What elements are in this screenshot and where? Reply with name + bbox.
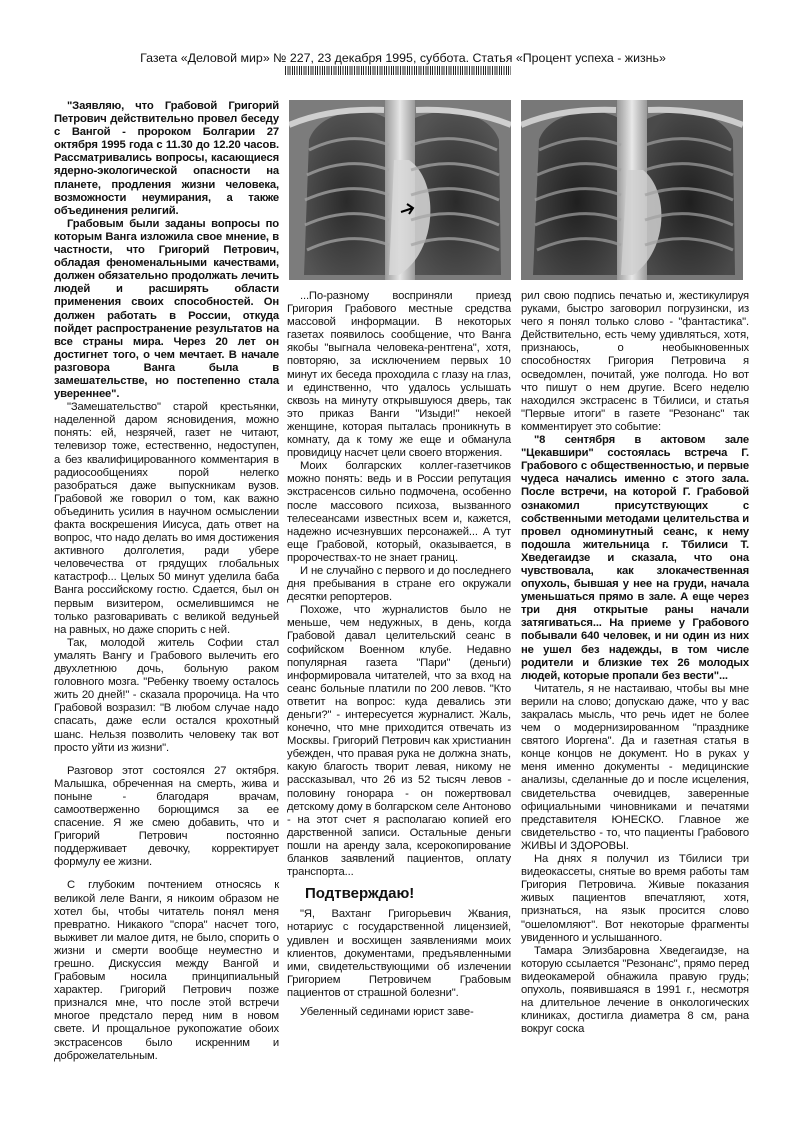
article-paragraph: "Замешательство" старой крестьянки, наделенной даром ясновидения, можно понять: ей, незрячей, газет не читают, телевизор тоже, естественно, недоступен, а без квалифицированного комментария в радиосообщениях порой нелегко разобраться даже выпускникам вузов. Грабовой же говорил о том, как важно объединить усилия в научном осмыслении факта воскрешения Иисуса, дать ответ на вопрос, что надо делать во имя достижения активного долголетия, ради уберe человечества от грядущих глобальных катастроф... Целых 50 минут уделила баба Ванга российскому гостю. Сдается, был он первым визитером, осмелившимся не только разговаривать с великой ведуньей на равных, но даже спорить с ней. <box>54 401 280 636</box>
article-paragraph: ...По-разному восприняли приезд Григория Грабового местные средства массовой информации. В некоторых газетах появилось сообщение, что Ванга якобы "выгнала человека-рентгена", хотя, повторяю, за исключением первых 10 минут их беседа проходила с глазу на глаз, и единственно, что удалось услышать сквозь на минуту открывшуюся дверь, так это приказ Ванги "Изыди!" некоей женщине, которая пыталась проникнуть в комнату, да к тому же еще и обманула провидицу насчет цели своего вторжения. <box>287 290 511 460</box>
notary-quote-paragraph: "Я, Вахтанг Григорьевич Жвания, нотариус с государственной лицензией, удивлен и восхищен заявлениями моих клиентов, документами, предъявленными ими, свидетельствующими об излечении Григорием Петровичем Грабовым пациентов от страшной болезни". <box>287 908 511 999</box>
article-column-2 <box>287 290 511 1019</box>
article-paragraph: Похоже, что журналистов было не меньше, чем недужных, в день, когда Грабовой давал целительский сеанс в софийском Военном клубе. Недавно популярная газета "Пари" (деньги) информировала читателей, что за вход на сеанс больные платили по 200 левов. "Кто ответит на вопрос: куда девались эти деньги?" - интересуется журналист. Жаль, конечно, что мне приходится отвечать из Москвы. Григорий Петрович как христианин убежден, что правая рука не должна знать, какую благость творит левая, никому не рассказывал, что 26 из 52 тысяч левов - половину гонорара - он пожертвовал детскому дому в болгарском селе Антоново - на этот счет я располагаю копией его дарственной записи. Остальные деньги пошли на аренду зала, ксерокопирование бланков заявлений пациентов, оплату транспорта... <box>287 604 511 879</box>
article-paragraph: Моих болгарских коллег-газетчиков можно понять: ведь и в России репутация экстрасенсов сильно подмочена, особенно после массового психоза, вызванного телесеансами известных всем и, кажется, надежно исчезнувших персонажей... А тут еще Грабовой, который, оказывается, в пророчествах-то не знает границ. <box>287 460 511 564</box>
ganga-opinion-paragraph: Грабовым были заданы вопросы по которым Ванга изложила свое мнение, в частности, что Григорий Петрович, обладая феноменальными качествами, должен обязательно продолжать лечить людей и расширять области применения своих способностей. Он должен работать в России, откуда пойдет распространение результатов на все страны мира. Через 20 лет он достигнет того, о чем мечтает. В начале разговора Ванга была в замешательстве, но постепенно стала увереннее". <box>54 217 279 401</box>
article-paragraph: И не случайно с первого и до последнего дня пребывания в стране его окружали десятки репортеров. <box>287 564 511 604</box>
newspaper-header: Газета «Деловой мир» № 227, 23 декабря 1995, суббота. Статья «Процент успеха - жизнь» <box>140 51 666 65</box>
chest-xray-after-image <box>521 100 743 280</box>
header-rule <box>285 66 511 75</box>
article-column-3 <box>521 290 749 1036</box>
ganga-statement-paragraph: "Заявляю, что Грабовой Григорий Петрович действительно провел беседу с Вангой - пророком Болгарии 27 октября 1995 года с 11.30 до 12.20 часов. Рассматривались вопросы, касающиеся ядерно-экологической опасности на планете, продления жизни человека, возможности неумирания, а также объединения религий. <box>54 100 279 217</box>
article-paragraph: Разговор этот состоялся 27 октября. Малышка, обреченная на смерть, жива и поныне - благодаря врачам, самоотверженно борющимся за ее спасение. Я же смею добавить, что и Григорий Петрович постоянно поддерживает девочку, корректирует формулу ее жизни. <box>54 764 279 869</box>
article-paragraph: Тамара Элизбаровна Хведегаидзе, на которую ссылается "Резонанс", прямо перед видеокамерой обнажила правую грудь; опухоль, появившаяся в 1991 г., несмотря на длительное лечение в онкологических клиниках, достигла диаметра 8 см, рана вокруг соска <box>521 944 749 1036</box>
chest-xray-before-image <box>289 100 511 280</box>
article-paragraph: С глубоким почтением относясь к великой леле Ванги, я никоим образом не хотел бы, чтобы читатель понял меня превратно. Никакого "спора" насчет того, выживет ли малое дитя, не было, спорить о жизни и смерти вообще неуместно и грешно. Дискуссия между Вангой и Грабовым носила принципиальный характер. Григорий Петрович позже признался мне, что после этой встречи многое предстало перед ним в новом свете. И прощальное рукопожатие обоих экстрасенсов было искренним и доброжелательным. <box>54 879 279 1062</box>
article-paragraph: Убеленный сединами юрист заве- <box>300 1005 474 1018</box>
subheading: Подтверждаю! <box>305 885 415 903</box>
article-paragraph: рил свою подпись печатью и, жестикулируя руками, быстро заговорил погрузински, из чего я понял только слово - "фантастика". Действительно, есть чему удивляться, хотя, признаюсь, о необыкновенных способностях Григория Петровича я осведомлен, почитай, уже полгода. Но вот что пишут о нем другие. Всего неделю находился экстрасенс в Тбилиси, и статья "Первые итоги" в газете "Резонанс" так комментирует это событие: <box>521 290 749 433</box>
article-paragraph: На днях я получил из Тбилиси три видеокассеты, снятые во время работы там Григория Петровича. Живые показания живых пациентов впечатляют, хотя, признаться, на язык просится слово "ошеломляют". Вот некоторые фрагменты увиденного и услышанного. <box>521 853 749 944</box>
resonance-quote-paragraph: "8 сентября в актовом зале "Цекавшири" состоялась встреча Г. Грабового с общественностью, и первые чудеса начались именно с этого зала. После встречи, на которой Г. Грабовой ознакомил присутствующих с собственными методами целительства и провел одноминутный сеанс, к нему подошла жительница г. Тбилиси Т. Хведегаидзе и сказала, что она чувствовала, как злокачественная опухоль, бывшая у нее на груди, начала уменьшаться прямо в зале. А еще через три дня открытые раны начали затягиваться... На приеме у Грабового побывали 640 человек, и ни один из них не ушел без надежды, в том числе родители и близкие тех 26 молодых людей, которые пропали без вести"... <box>521 434 749 682</box>
article-column-1 <box>54 100 279 1063</box>
article-paragraph: Читатель, я не настаиваю, чтобы вы мне верили на слово; допускаю даже, что у вас закралась мысль, что речь идет не более чем о модернизированном "празднике святого Иоргена". Да и газетная статья в конце концов не документ. Но в руках у меня именно документы - медицинские анализы, сделанные до и после исцеления, свидетельства очевидцев, заверенные официальными чиновниками и печатями представителя ЮНЕСКО. Главное же свидетельство - то, что пациенты Грабового ЖИВЫ И ЗДОРОВЫ. <box>521 682 749 852</box>
article-paragraph: Так, молодой житель Софии стал умалять Вангу и Грабового вылечить его двухлетнюю дочь, больную раком головного мозга. "Ребенку твоему осталось жить 20 дней!" - сказала пророчица. На что Грабовой возразил: "В любом случае надо спасать, даже если остался крохотный шанс. Нельзя позволить человеку так вот просто уйти из жизни". <box>54 636 279 754</box>
